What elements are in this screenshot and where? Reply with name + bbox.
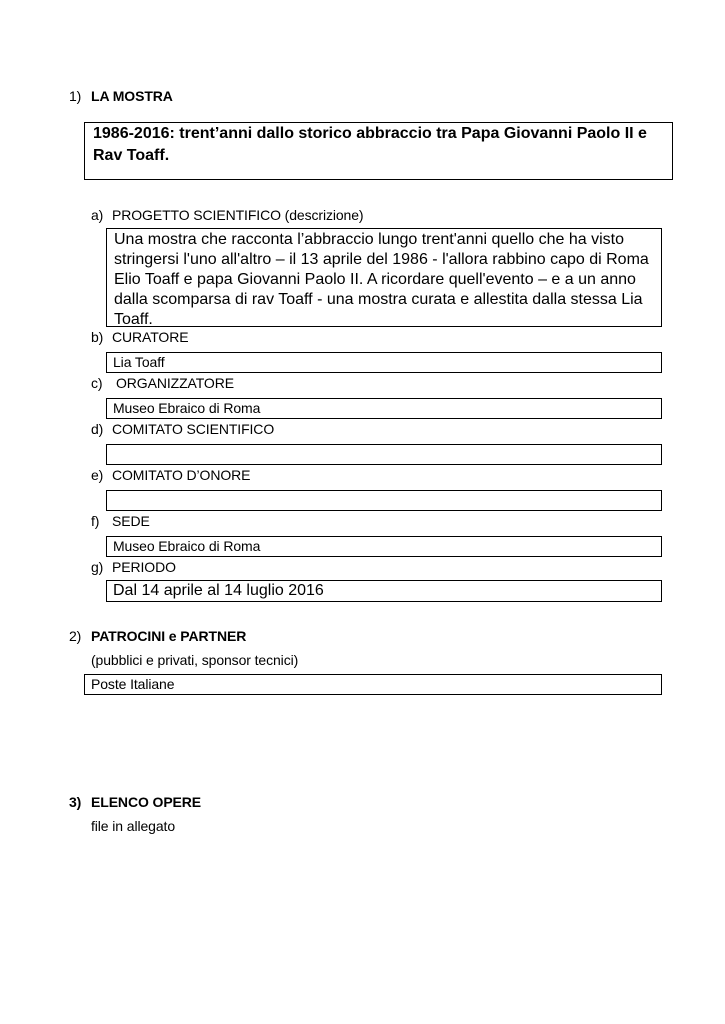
item-d-label: COMITATO SCIENTIFICO: [112, 421, 275, 437]
section-3-heading: ELENCO OPERE: [91, 794, 202, 810]
item-g-letter: g): [91, 559, 104, 575]
patronage-field: [84, 674, 662, 695]
period-value: Dal 14 aprile al 14 luglio 2016: [113, 582, 324, 599]
item-g-label: PERIODO: [112, 559, 176, 575]
section-2-subheading: (pubblici e privati, sponsor tecnici): [91, 652, 299, 668]
scientific-project-description-box: [106, 228, 662, 327]
section-2-heading: PATROCINI e PARTNER: [91, 628, 247, 644]
honor-committee-field: [106, 490, 662, 511]
scientific-project-description: Una mostra che racconta l’abbraccio lungo trent'anni quello che ha visto stringersi l'uno all'altro – il 13 aprile del 1986 - l'allora rabbino capo di Roma Elio Toaff e papa Giovanni Paolo II. A ricordare quell'evento – e a un anno dalla scomparsa di rav Toaff - una mostra curata e allestita dalla stessa Lia Toaff.: [114, 231, 649, 328]
venue-field: [106, 536, 662, 557]
section-1-number: 1): [69, 88, 82, 104]
item-f-letter: f): [91, 513, 100, 529]
item-c-letter: c): [91, 375, 103, 391]
item-b-label: CURATORE: [112, 329, 189, 345]
exhibition-title: 1986-2016: trent’anni dallo storico abbraccio tra Papa Giovanni Paolo II e Rav Toaff.: [93, 125, 647, 164]
curator-value: Lia Toaff: [113, 354, 165, 370]
section-2-number: 2): [69, 628, 82, 644]
item-d-letter: d): [91, 421, 104, 437]
organizer-field: [106, 398, 662, 419]
patronage-value: Poste Italiane: [91, 676, 175, 692]
item-a-letter: a): [91, 207, 104, 223]
item-a-label: PROGETTO SCIENTIFICO (descrizione): [112, 207, 364, 223]
section-1-heading: LA MOSTRA: [91, 88, 173, 104]
exhibition-title-box: [84, 122, 673, 180]
period-field: [106, 580, 662, 602]
item-c-label: ORGANIZZATORE: [116, 375, 234, 391]
section-3-number: 3): [69, 794, 82, 810]
scientific-committee-field: [106, 444, 662, 465]
section-3-note: file in allegato: [91, 818, 176, 834]
curator-field: [106, 352, 662, 373]
item-e-label: COMITATO D’ONORE: [112, 467, 251, 483]
organizer-value: Museo Ebraico di Roma: [113, 400, 261, 416]
item-f-label: SEDE: [112, 513, 150, 529]
item-e-letter: e): [91, 467, 104, 483]
item-b-letter: b): [91, 329, 104, 345]
venue-value: Museo Ebraico di Roma: [113, 538, 261, 554]
